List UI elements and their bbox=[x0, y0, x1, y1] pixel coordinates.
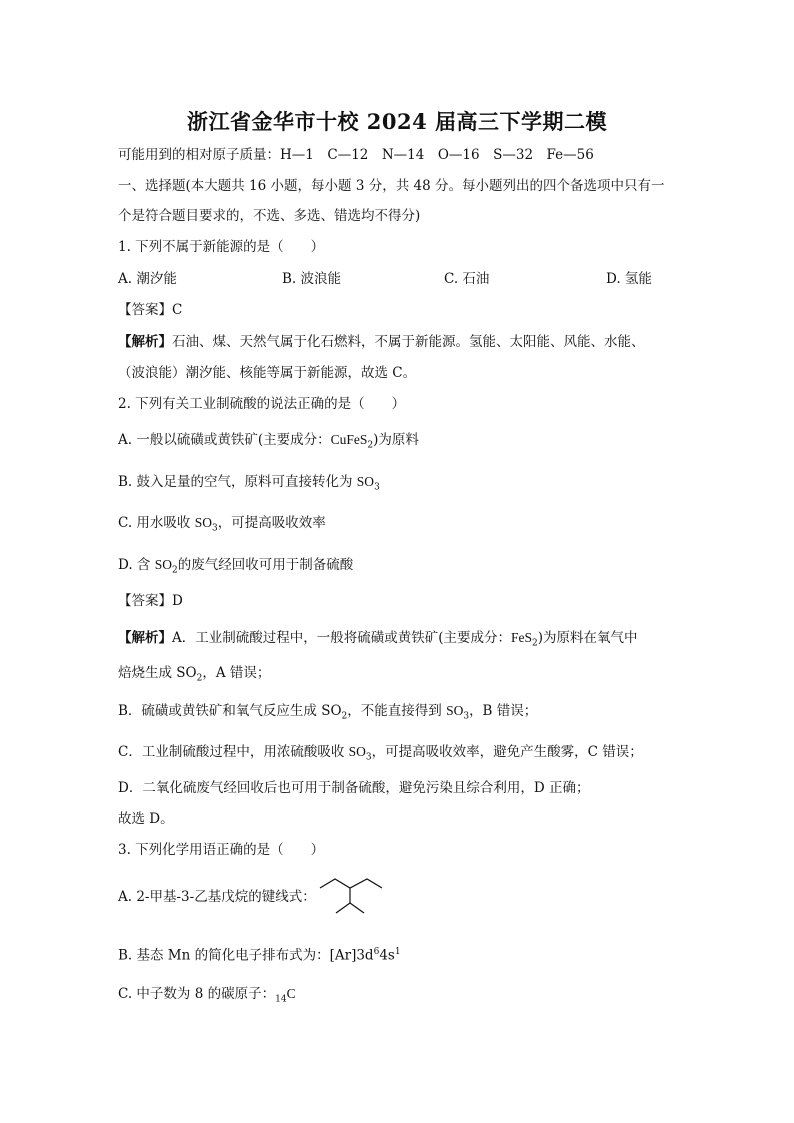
q2-conclusion: 故选 D。 bbox=[118, 811, 174, 827]
section-heading-line2: 个是符合题目要求的，不选、多选、错选均不得分) bbox=[118, 208, 421, 224]
mass-number: 14 bbox=[275, 994, 287, 1005]
q2-option-b: B. 鼓入足量的空气，原料可直接转化为 $SO_3$ bbox=[118, 474, 380, 493]
q3-option-c: C. 中子数为 8 的碳原子：$_{14}$C bbox=[118, 986, 296, 1005]
q3-stem: 3. 下列化学用语正确的是（ ） bbox=[118, 842, 325, 858]
atomic-masses: 可能用到的相对原子质量：H—1 C—12 N—14 O—16 S—32 Fe—56 bbox=[118, 147, 594, 163]
q1-option-b: B. 波浪能 bbox=[282, 271, 342, 287]
q1-option-a: A. 潮汐能 bbox=[118, 271, 177, 287]
q2-answer: 【答案】D bbox=[118, 593, 183, 609]
q2-analysis-c: C．工业制硫酸过程中，用浓硫酸吸收 $SO_3$，可提高吸收效率，避免产生酸雾，C 错误； bbox=[118, 744, 643, 763]
q3-option-b: B. 基态 Mn 的简化电子排布式为：$[Ar]3d^64s^1$ bbox=[118, 947, 401, 964]
q2-option-d: D. 含 $SO_2$的废气经回收可用于制备硫酸 bbox=[118, 557, 354, 576]
page-title: 浙江省金华市十校 2024 届高三下学期二模 bbox=[186, 109, 608, 134]
analysis-label: 【解析】 bbox=[118, 630, 172, 646]
analysis-label: 【解析】 bbox=[118, 334, 172, 350]
q1-stem: 1. 下列不属于新能源的是（ ） bbox=[118, 239, 325, 255]
element-symbol: C bbox=[286, 986, 296, 1001]
q1-option-d: D. 氢能 bbox=[606, 271, 652, 287]
q2-option-a: A. 一般以硫磺或黄铁矿(主要成分：CuFeS$_2$)为原料 bbox=[118, 432, 419, 451]
q2-stem: 2. 下列有关工业制硫酸的说法正确的是（ ） bbox=[118, 396, 406, 412]
q1-option-c: C. 石油 bbox=[444, 271, 490, 287]
q1-analysis-text: 石油、煤、天然气属于化石燃料，不属于新能源。氢能、太阳能、风能、水能、 bbox=[172, 334, 645, 350]
section-heading-line1: 一、选择题(本大题共 16 小题，每小题 3 分，共 48 分。每小题列出的四个备选项中只有一 bbox=[118, 178, 665, 194]
q2-analysis-a-line2: 焙烧生成 $SO_2$，A 错误； bbox=[118, 665, 271, 684]
skeletal-formula-image bbox=[318, 873, 398, 918]
q2-analysis-d: D．二氧化硫废气经回收后也可用于制备硫酸，避免污染且综合利用，D 正确； bbox=[118, 780, 590, 796]
q3-option-a: A. 2-甲基-3-乙基戊烷的键线式： bbox=[118, 889, 316, 905]
q2-analysis-b: B．硫磺或黄铁矿和氧气反应生成 $SO_2$，不能直接得到 $SO_3$，B 错误； bbox=[118, 703, 538, 722]
q2-analysis-a-line1: 【解析】A．工业制硫酸过程中，一般将硫磺或黄铁矿(主要成分：FeS$_2$)为原料在氧气中 bbox=[118, 630, 638, 649]
q2-option-c: C. 用水吸收 $SO_3$，可提高吸收效率 bbox=[118, 515, 326, 534]
q1-analysis-line2: （波浪能）潮汐能、核能等属于新能源，故选 C。 bbox=[118, 365, 417, 381]
q1-analysis-line1 bbox=[118, 333, 645, 351]
q1-answer: 【答案】C bbox=[118, 302, 183, 318]
